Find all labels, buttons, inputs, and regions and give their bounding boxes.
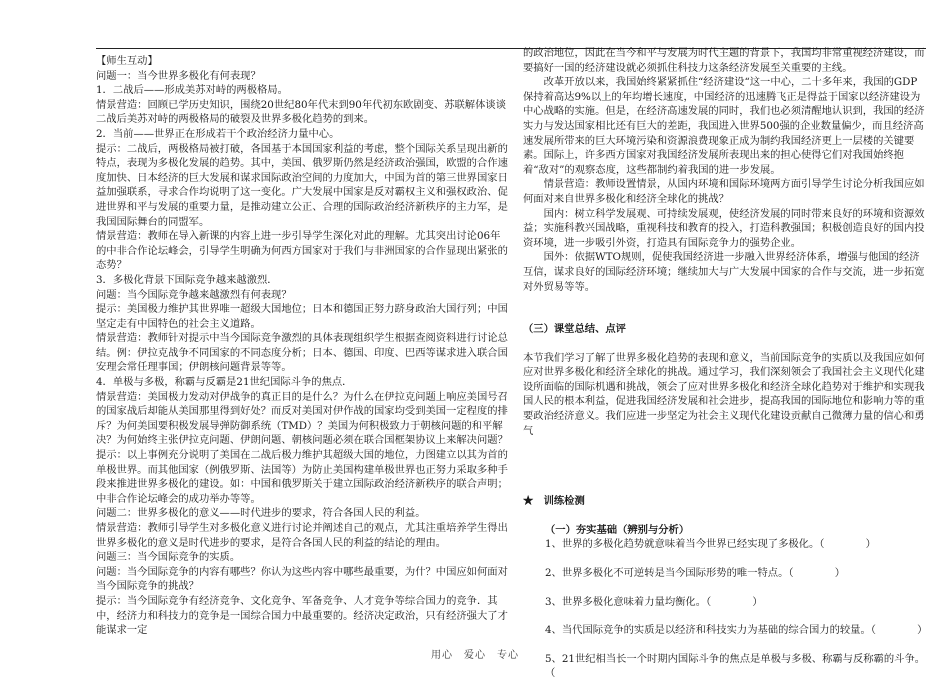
question-line: 问题二：世界多极化的意义——时代进步的要求，符合各国人民的利益。 <box>96 507 426 520</box>
paragraph: 情景营造：教师针对提示中当今国际竞争激烈的具体表现组织学生根据查阅资料进行讨论总结。例：伊拉克战争不同国家的不同态度分析；日本、德国、印度、巴西等谋求进入联合国安理会常任理事国；伊朗核问题背景等等。 <box>96 332 508 374</box>
paragraph: 提示：二战后，两极格局被打破，各国基于本国国家利益的考虑，整个国际关系呈现出新的特点，表现为多极化发展的趋势。其中，美国、俄罗斯仍然是经济政治强国，欧盟的合作速度加快、日本经济的巨大发展和谋求国际政治空间的力度加大，中国为首的第三世界国家日益加强联系，寻求合作均说明了这一变化。广大发展中国家是反对霸权主义和强权政治、促进世界和平与发展的重要力量，是推动建立公正、合理的国际政治经济新秩序的主力军，是我国国际舞台的同盟军。 <box>96 142 508 228</box>
spacer <box>523 609 927 623</box>
exercise-item: 4、当代国际竞争的实质是以经济和科技实力为基础的综合国力的较量。（ ） <box>545 624 928 637</box>
exercise-item: 5、21世纪相当长一个时期内国际斗争的焦点是单极与多极、称霸与反称霸的斗争。（ <box>545 652 926 680</box>
paragraph: 提示：当今国际竞争有经济竞争、文化竞争、军备竞争、人才竞争等综合国力的竞争．其中，经济力和科技力的竞争是一国综合国力中最重要的。经济决定政治，只有经济强大了才能谋求一定 <box>96 594 508 637</box>
exercise-item: 2、世界多极化不可逆转是当今国际形势的唯一特点。（ ） <box>545 567 846 580</box>
exercise-item: 3、世界多极化意味着力量均衡化。（ ） <box>545 595 763 608</box>
paragraph: 情景营造：教师引导学生对多极化意义进行讨论并阐述自己的观点，尤其注重培养学生得出世界多极化的意义是时代进步的要求，是符合各国人民的利益的结论的理由。 <box>96 522 508 549</box>
paragraph: 的政治地位，因此在当今和平与发展为时代主题的背景下，我国均非常重视经济建设，而要搞好一国的经济建设就必须抓住科技力这条经济发展至关重要的主线。 <box>523 47 925 74</box>
paragraph: 改革开放以来，我国始终紧紧抓住“经济建设“这一中心，二十多年来，我国的GDP保持着高达9%以上的年均增长速度，中国经济的迅速腾飞正是得益于国家以经济建设为中心战略的实施。但是，在经济高速发展的同时，我们也必须清醒地认识到，我国的经济实力与发达国家相比还有巨大的差距，我国进入世界500强的企业数量偏少，而且经济高速发展所带来的巨大环境污染和资源浪费现象正成为制约我国经济更上一层楼的关键要素。国际上，许多西方国家对我国经济发展所表现出来的担心使得它们对我国始终抱着“敌对”的观察态度，这些都制约着我国的进一步发展。 <box>523 76 925 176</box>
paragraph: 国外：依据WTO规则，促使我国经济进一步融入世界经济体系，增强与他国的经济互信，谋求良好的国际经济环境；继续加大与广大发展中国家的合作与交流，进一步拓宽对外贸易等等。 <box>523 251 925 293</box>
question-line: 问题：当今国际竞争越来越激烈有何表现？ <box>96 288 292 301</box>
paragraph: 情景营造：美国极力发动对伊战争的真正目的是什么？为什么在伊拉克问题上响应美国号召的国家战后却能从美国那里得到好处？而反对美国对伊作战的国家均受到美国一定程度的排斥？为何美国要积极发展导弹防御系统（TMD）？美国为何积极致力于朝核问题的和平解决？为何始终主张伊拉克问题、伊朗问题、朝核问题必须在联合国框架协议上来解决问题？ <box>96 390 508 447</box>
spacer <box>523 294 927 322</box>
spacer <box>523 581 927 595</box>
answer-line: 1．二战后——形成美苏对峙的两极格局。 <box>96 84 288 97</box>
answer-line: 3．多极化背景下国际竞争越来越激烈． <box>96 273 278 286</box>
paragraph: 情景营造：教师在导入新课的内容上进一步引导学生深化对此的理解。尤其突出讨论06年的中非合作论坛峰会，引导学生明确为何西方国家对于我们与非洲国家的合作显现出紧张的态势？ <box>96 230 508 272</box>
page-footer: 用心 爱心 专心 <box>431 650 519 661</box>
subsection-heading: （一）夯实基础（辨别与分析） <box>545 523 690 536</box>
section-heading: ★ 训练检测 <box>523 495 585 508</box>
spacer <box>523 509 927 523</box>
paragraph: 国内：树立科学发展观、可持续发展观，使经济发展的同时带来良好的环境和资源效益；实施科教兴国战略，重视科技和教育的投入，打造科教强国；积极创造良好的国内投资环境，进一步吸引外资，打造具有国际竞争力的强势企业。 <box>523 207 925 249</box>
spacer <box>523 466 927 494</box>
question-line: 问题一：当今世界多极化有何表现？ <box>96 69 261 82</box>
spacer <box>523 337 927 351</box>
spacer <box>523 552 927 566</box>
right-column <box>523 46 927 681</box>
exercise-item: 1、世界的多极化趋势就意味着当今世界已经实现了多极化。（ ） <box>545 538 876 551</box>
left-column <box>96 54 510 638</box>
spacer <box>523 438 927 466</box>
answer-line: 2．当前——世界正在形成若干个政治经济力量中心。 <box>96 127 340 140</box>
paragraph: 提示：以上事例充分说明了美国在二战后极力维护其超级大国的地位，力图建立以其为首的单极世界。而其他国家（例俄罗斯、法国等）为防止美国构建单极世界也正努力采取多种手段来推进世界多极化的建设。如：中国和俄罗斯关于建立国际政治经济新秩序的联合声明；中非合作论坛峰会的成功举办等等。 <box>96 449 508 505</box>
summary-paragraph: 本节我们学习了解了世界多极化趋势的表现和意义，当前国际竞争的实质以及我国应如何应对世界多极化和经济全球化的挑战。通过学习，我们深刻领会了我国社会主义现代化建设所面临的国际机遇和挑战，领会了应对世界多极化和经济全球化趋势对于维护和实现我国人民的根本利益，促进我国经济发展和社会进步，提高我国的国际地位和影响力等的重要政治经济意义。我们应进一步坚定为社会主义现代化建设贡献自己微薄力量的信心和勇气 <box>523 351 925 437</box>
section-heading: （三）课堂总结、点评 <box>523 323 626 336</box>
answer-line: 4．单极与多极，称霸与反霸是21世纪国际斗争的焦点． <box>96 376 353 389</box>
paragraph: 情景营造：教师设置情景，从国内环境和国际环境两方面引导学生讨论分析我国应如何面对来自世界多极化和经济全球化的挑战？ <box>523 178 925 205</box>
question-line: 问题三：当今国际竞争的实质。 <box>96 551 241 564</box>
paragraph: 情景营造：回顾已学历史知识，围绕20世纪80年代末到90年代初东欧剧变、苏联解体谈谈二战后美苏对峙的两极格局的破裂及世界多极化趋势的到来。 <box>96 98 506 126</box>
paragraph: 提示：美国极力维护其世界唯一超级大国地位；日本和德国正努力跻身政治大国行列；中国坚定走有中国特色的社会主义道路。 <box>96 303 508 330</box>
section-heading: 【师生互动】 <box>96 55 158 67</box>
paragraph: 问题：当今国际竞争的内容有哪些？你认为这些内容中哪些最重要，为什？中国应如何面对当今国际竞争的挑战？ <box>96 565 508 593</box>
